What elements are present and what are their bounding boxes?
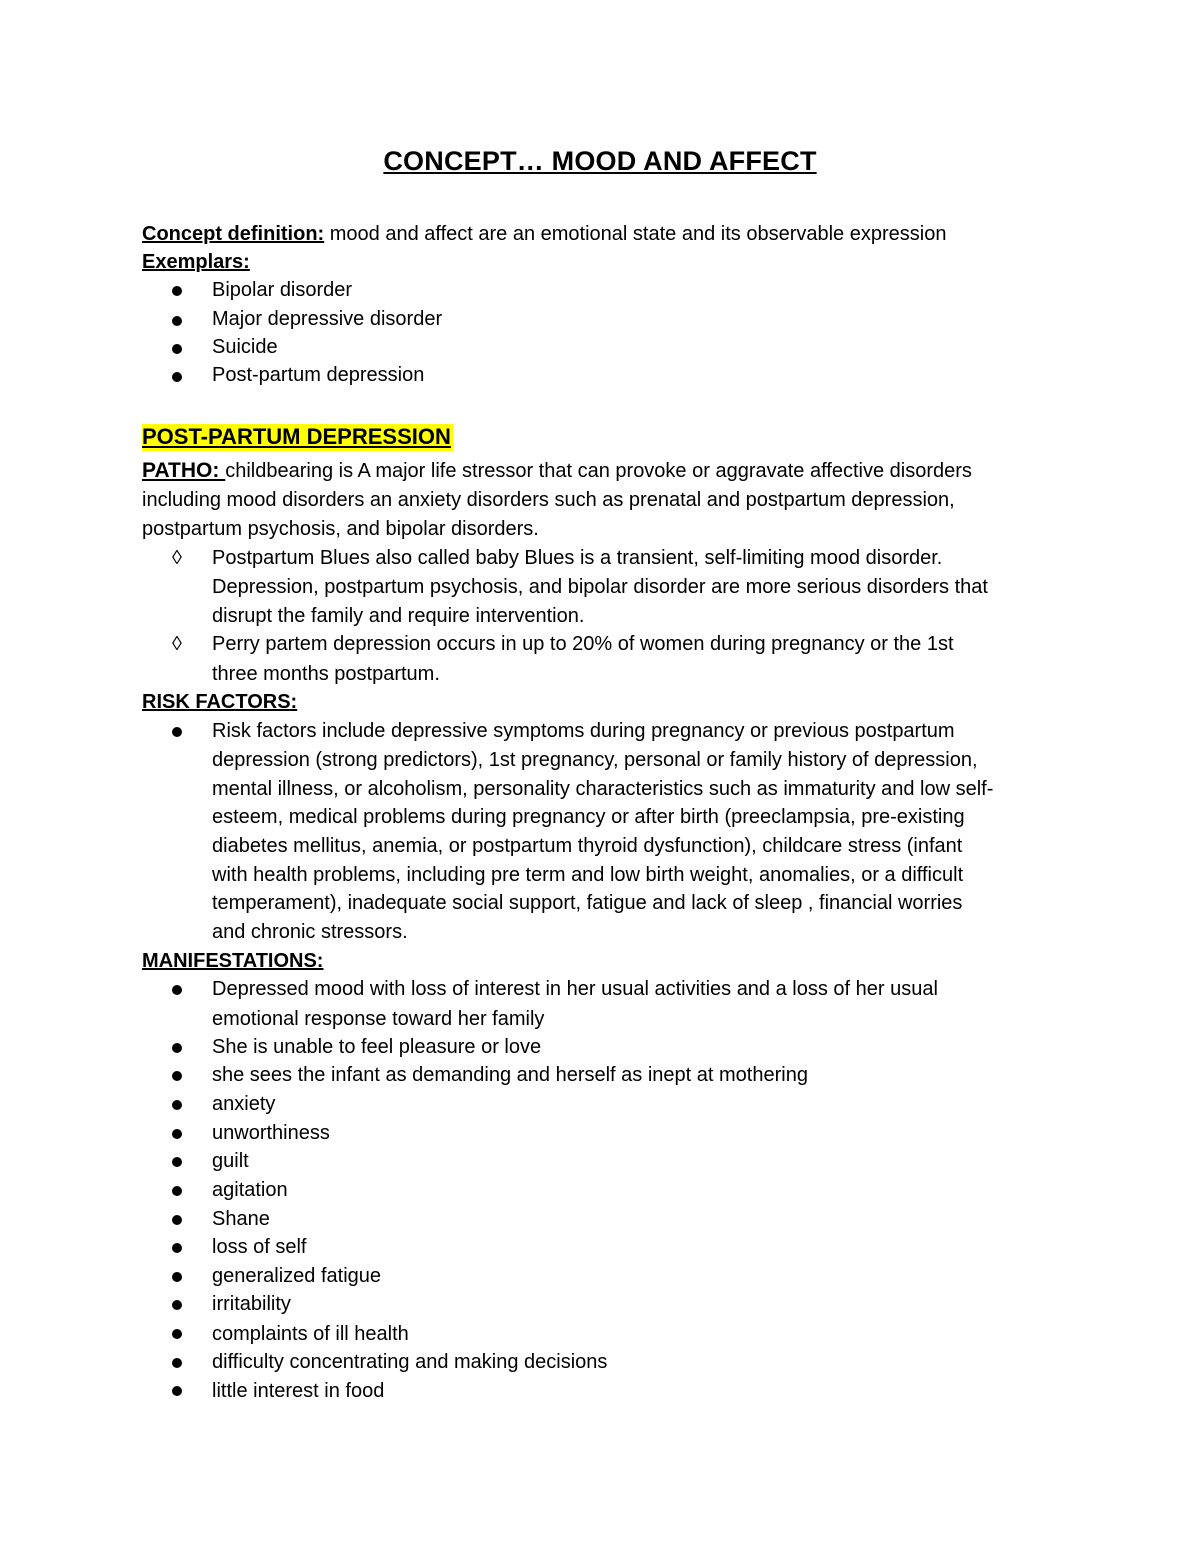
manifestation-item: difficulty concentrating and making decisions bbox=[212, 1351, 608, 1373]
diamond-icon: ◊ bbox=[172, 547, 182, 569]
definition-text: mood and affect are an emotional state and its observable expression bbox=[324, 223, 947, 245]
bullet-icon bbox=[172, 1043, 182, 1053]
manifestation-item: irritability bbox=[212, 1293, 291, 1315]
section-heading-ppd bbox=[142, 422, 453, 453]
bullet-icon bbox=[172, 1071, 182, 1081]
diamond-item-text: Depression, postpartum psychosis, and bipolar disorder are more serious disorders that bbox=[212, 576, 988, 598]
patho-label: PATHO: bbox=[142, 459, 226, 482]
manifestation-item: emotional response toward her family bbox=[212, 1008, 545, 1030]
risk-text: diabetes mellitus, anemia, or postpartum thyroid dysfunction), childcare stress (infant bbox=[212, 835, 963, 857]
patho-line bbox=[142, 456, 972, 486]
bullet-icon bbox=[172, 372, 182, 382]
manifestation-item: agitation bbox=[212, 1179, 288, 1201]
manifestation-item: generalized fatigue bbox=[212, 1265, 382, 1287]
bullet-icon bbox=[172, 1329, 182, 1339]
risk-text: depression (strong predictors), 1st pregnancy, personal or family history of depression, bbox=[212, 749, 978, 771]
risk-text: esteem, medical problems during pregnancy or after birth (preeclampsia, pre-existing bbox=[212, 806, 965, 828]
risk-text: Risk factors include depressive symptoms during pregnancy or previous postpartum bbox=[212, 720, 955, 742]
bullet-icon bbox=[172, 1358, 182, 1368]
patho-text: including mood disorders an anxiety disorders such as prenatal and postpartum depression, bbox=[142, 489, 955, 511]
manifestation-item: unworthiness bbox=[212, 1122, 330, 1144]
bullet-icon bbox=[172, 286, 182, 296]
diamond-item-text: Perry partem depression occurs in up to 20% of women during pregnancy or the 1st bbox=[212, 633, 954, 655]
diamond-icon: ◊ bbox=[172, 633, 182, 655]
patho-text: childbearing is A major life stressor that can provoke or aggravate affective disorders bbox=[225, 460, 972, 482]
exemplar-item: Major depressive disorder bbox=[212, 308, 443, 330]
manifestation-item: Shane bbox=[212, 1208, 270, 1230]
diamond-item-text: disrupt the family and require intervention. bbox=[212, 605, 585, 627]
risk-text: mental illness, or alcoholism, personality characteristics such as immaturity and low self- bbox=[212, 778, 994, 800]
manifestation-item: loss of self bbox=[212, 1236, 307, 1258]
risk-factors-label bbox=[142, 688, 297, 717]
diamond-item-text: three months postpartum. bbox=[212, 663, 440, 685]
bullet-icon bbox=[172, 344, 182, 354]
exemplar-item: Bipolar disorder bbox=[212, 279, 353, 301]
bullet-icon bbox=[172, 1129, 182, 1139]
manifestation-item: anxiety bbox=[212, 1093, 276, 1115]
bullet-icon bbox=[172, 1386, 182, 1396]
diamond-item-text: Postpartum Blues also called baby Blues is a transient, self-limiting mood disorder. bbox=[212, 547, 943, 569]
exemplars-heading: Exemplars: bbox=[142, 251, 250, 273]
bullet-icon bbox=[172, 1157, 182, 1167]
manifestation-item: little interest in food bbox=[212, 1380, 385, 1402]
manifestation-item: She is unable to feel pleasure or love bbox=[212, 1036, 542, 1058]
concept-definition bbox=[142, 220, 946, 249]
bullet-icon bbox=[172, 1215, 182, 1225]
bullet-icon bbox=[172, 1300, 182, 1310]
risk-text: and chronic stressors. bbox=[212, 921, 408, 943]
risk-heading: RISK FACTORS: bbox=[142, 691, 298, 713]
manifestations-label bbox=[142, 947, 323, 976]
bullet-icon bbox=[172, 316, 182, 326]
manifestations-heading: MANIFESTATIONS: bbox=[142, 950, 324, 972]
bullet-icon bbox=[172, 727, 182, 737]
exemplar-item: Post-partum depression bbox=[212, 364, 425, 386]
page-title: CONCEPT… MOOD AND AFFECT bbox=[383, 146, 817, 176]
ppd-heading: POST-PARTUM DEPRESSION bbox=[142, 424, 451, 449]
manifestation-item: complaints of ill health bbox=[212, 1323, 409, 1345]
risk-text: with health problems, including pre term and low birth weight, anomalies, or a difficult bbox=[212, 864, 964, 886]
bullet-icon bbox=[172, 1272, 182, 1282]
manifestation-item: she sees the infant as demanding and herself as inept at mothering bbox=[212, 1064, 808, 1086]
manifestation-item: guilt bbox=[212, 1150, 249, 1172]
definition-label: Concept definition: bbox=[142, 223, 325, 245]
exemplar-item: Suicide bbox=[212, 336, 278, 358]
manifestation-item: Depressed mood with loss of interest in her usual activities and a loss of her usual bbox=[212, 978, 938, 1000]
bullet-icon bbox=[172, 1243, 182, 1253]
bullet-icon bbox=[172, 1100, 182, 1110]
risk-text: temperament), inadequate social support, fatigue and lack of sleep , financial worries bbox=[212, 892, 963, 914]
patho-text: postpartum psychosis, and bipolar disorders. bbox=[142, 518, 539, 540]
exemplars-label bbox=[142, 248, 250, 277]
bullet-icon bbox=[172, 1186, 182, 1196]
bullet-icon bbox=[172, 985, 182, 995]
